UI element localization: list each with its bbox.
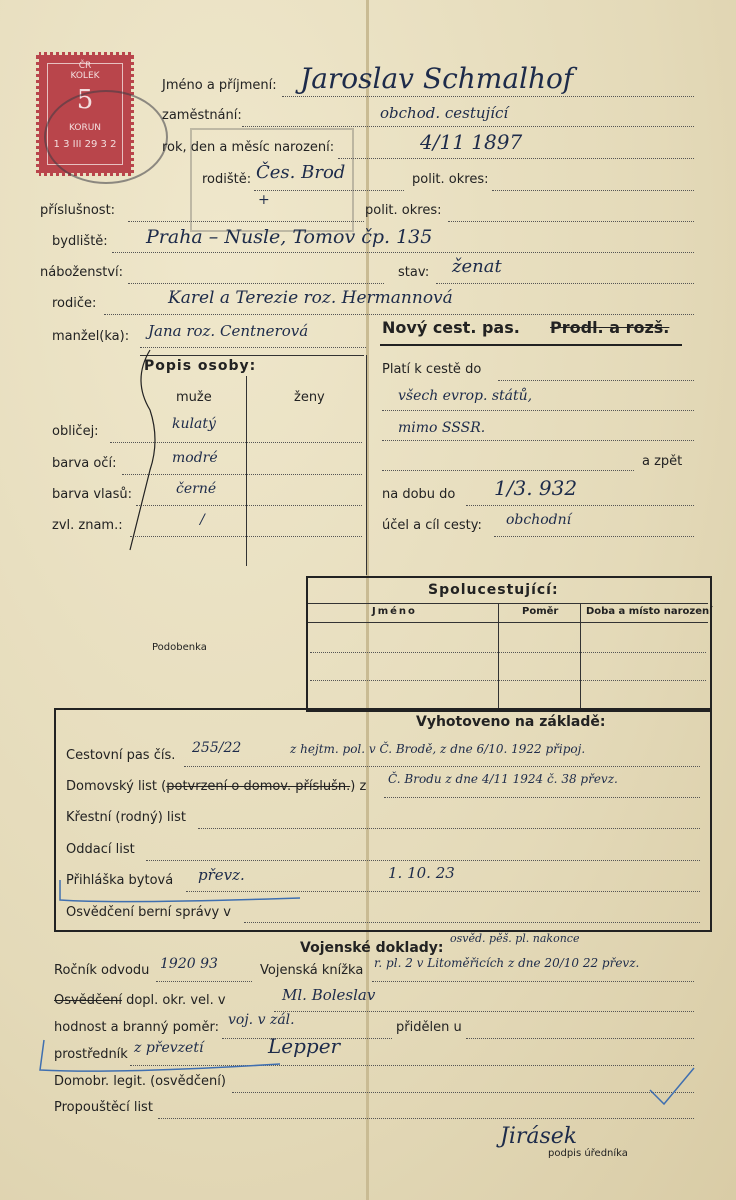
registration-label: Přihláška bytová [66,873,174,888]
hair-label: barva vlasů: [52,487,133,502]
marks-value: / [200,512,205,528]
renewal-title: Prodl. a rozš. [550,318,670,337]
registration-value: převz. [198,866,245,884]
stamp-value: 5 [76,85,94,115]
popis-bracket [130,350,155,550]
domicile-value: Č. Brodu z dne 4/11 1924 č. 38 převz. [388,772,618,786]
parents-label: rodiče: [52,296,97,311]
citizenship-value: + [258,192,270,208]
stamp-currency: KORUN [68,123,102,133]
marriage-label: Oddací list [66,842,135,857]
fellow-col-birth: Doba a místo narození [586,606,713,617]
residence-value: Praha – Nusle, Tomov čp. 135 [146,226,433,248]
occupation-label: zaměstnání: [162,108,242,123]
rank-label: hodnost a branný poměr: [54,1020,219,1035]
spouse-label: manžel(ka): [52,329,130,344]
official-signature-label: podpis úředníka [548,1148,628,1159]
legit-label: Domobr. legit. (osvědčení) [54,1074,226,1089]
fellow-col-name: Jméno [372,606,417,617]
face-value: kulatý [172,416,216,432]
spouse-value: Jana roz. Centnerová [148,322,309,340]
stamp-kolek: KOLEK [70,71,100,81]
blue-mark-registration [60,880,300,902]
eyes-value: modré [172,450,218,466]
residence-label: bydliště: [52,234,108,249]
basis-title: Vyhotoveno na základě: [416,714,606,730]
domicile-label-open: Domovský list ( [66,779,167,794]
intermediary-label: prostředník [54,1047,128,1062]
assigned-label: přidělen u [396,1020,462,1035]
photo-label: Podobenka [152,642,207,653]
official-signature: Jirásek [500,1124,578,1149]
purpose-label: účel a cíl cesty: [382,518,482,533]
marital-value: ženat [452,256,502,277]
discharge-label: Propouštěcí list [54,1100,153,1115]
popis-title: Popis osoby: [144,358,257,374]
name-value: Jaroslav Schmalhof [300,62,574,95]
old-passport-text: z hejtm. pol. v Č. Brodě, z dne 6/10. 1922 připoj. [290,742,586,756]
polit-okres2-label: polit. okres: [365,203,442,218]
military-title: Vojenské doklady: [300,940,444,956]
name-label: Jméno a příjmení: [162,78,277,93]
intermediary-signature: Lepper [268,1034,341,1058]
fellow-col-relation: Poměr [522,606,559,617]
domicile-label-struck: potvrzení o domov. příslušn. [166,779,351,794]
polit-okres-label: polit. okres: [412,172,489,187]
purpose-value: obchodní [506,512,572,528]
certificate-text: dopl. okr. vel. v [126,993,226,1008]
marital-label: stav: [398,265,430,280]
new-passport-title: Nový cest. pas. [382,318,520,337]
military-book-label: Vojenská knížka [260,963,364,978]
valid-value-1: všech evrop. států, [398,388,533,404]
military-note: osvěd. pěš. pl. nakonce [450,932,580,945]
old-passport-label: Cestovní pas čís. [66,748,176,763]
registration-date: 1. 10. 23 [388,864,455,882]
military-book-value: r. pl. 2 v Litoměřicích z dne 20/10 22 převz. [374,956,640,970]
stamp-date: 1 3 III 29 3 2 [53,139,117,150]
intermediary-value: z převzetí [134,1040,204,1056]
return-label: a zpět [642,454,683,469]
birthplace-value: Čes. Brod [256,162,346,183]
popis-women-header: ženy [294,390,325,405]
marks-label: zvl. znam.: [52,518,123,533]
blue-check-mark [650,1068,694,1104]
blue-mark-intermediary [40,1040,280,1071]
birthdate-label: rok, den a měsíc narození: [162,140,335,155]
baptism-label: Křestní (rodný) list [66,810,187,825]
domicile-label-close: ) z [350,779,367,794]
popis-men-header: muže [176,390,212,405]
valid-value-2: mimo SSSR. [398,420,486,436]
valid-label: Platí k cestě do [382,362,482,377]
certificate-value: Ml. Boleslav [282,986,376,1004]
stamp-country: ČR [78,61,92,71]
citizenship-label: příslušnost: [40,203,116,218]
birthdate-value: 4/11 1897 [420,130,523,154]
duration-label: na dobu do [382,487,456,502]
hair-value: černé [176,481,217,497]
religion-label: náboženství: [40,265,124,280]
draft-year-value: 1920 93 [160,956,218,972]
certificate-struck: Osvědčení [54,993,122,1008]
duration-value: 1/3. 932 [494,476,578,500]
parents-value: Karel a Terezie roz. Hermannová [168,288,453,308]
occupation-value: obchod. cestující [380,104,509,122]
birthplace-label: rodiště: [202,172,252,187]
eyes-label: barva očí: [52,456,117,471]
rank-value: voj. v zál. [228,1012,295,1028]
face-label: obličej: [52,424,99,439]
old-passport-value: 255/22 [192,740,242,756]
tax-label: Osvědčení berní správy v [66,905,231,920]
fellow-title: Spolucestující: [428,582,559,598]
draft-year-label: Ročník odvodu [54,963,150,978]
